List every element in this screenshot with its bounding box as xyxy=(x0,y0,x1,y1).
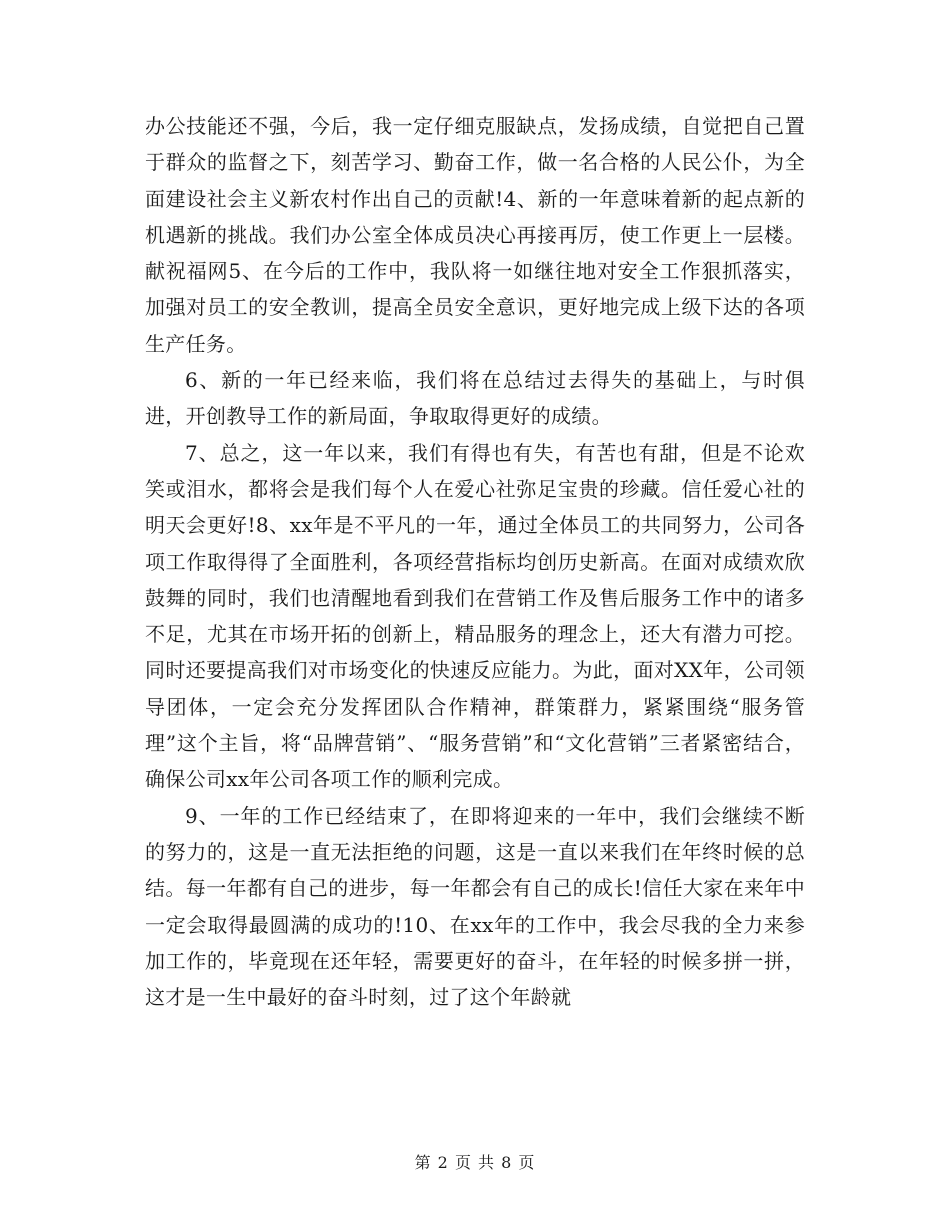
paragraph-3: 7、总之，这一年以来，我们有得也有失，有苦也有甜，但是不论欢笑或泪水，都将会是我们每个人在爱心社弥足宝贵的珍藏。信任爱心社的明天会更好!8、xx年是不平凡的一年，通过全体员工的共同努力，公司各项工作取得得了全面胜利，各项经营指标均创历史新高。在面对成绩欢欣鼓舞的同时，我们也清醒地看到我们在营销工作及售后服务工作中的诸多不足，尤其在市场开拓的创新上，精品服务的理念上，还大有潜力可挖。同时还要提高我们对市场变化的快速反应能力。为此，面对XX年，公司领导团体，一定会充分发挥团队合作精神，群策群力，紧紧围绕“服务管理”这个主旨，将“品牌营销”、“服务营销”和“文化营销”三者紧密结合，确保公司xx年公司各项工作的顺利完成。 xyxy=(145,440,805,792)
paragraph-1: 办公技能还不强，今后，我一定仔细克服缺点，发扬成绩，自觉把自己置于群众的监督之下，刻苦学习、勤奋工作，做一名合格的人民公仆，为全面建设社会主义新农村作出自己的贡献!4、新的一年意味着新的起点新的机遇新的挑战。我们办公室全体成员决心再接再厉，使工作更上一层楼。 献祝福网5、在今后的工作中，我队将一如继往地对安全工作狠抓落实，加强对员工的安全教训，提高全员安全意识，更好地完成上级下达的各项生产任务。 xyxy=(145,114,805,356)
paragraph-2: 6、新的一年已经来临，我们将在总结过去得失的基础上，与时俱进，开创教导工作的新局面，争取取得更好的成绩。 xyxy=(145,368,805,429)
paragraph-4: 9、一年的工作已经结束了，在即将迎来的一年中，我们会继续不断的努力的，这是一直无法拒绝的问题，这是一直以来我们在年终时候的总结。每一年都有自己的进步，每一年都会有自己的成长!信任大家在来年中一定会取得最圆满的成功的!10、在xx年的工作中，我会尽我的全力来参加工作的，毕竟现在还年轻，需要更好的奋斗，在年轻的时候多拼一拼，这才是一生中最好的奋斗时刻，过了这个年龄就 xyxy=(145,803,805,1010)
page-number-footer: 第 2 页 共 8 页 xyxy=(414,1153,536,1172)
body-text xyxy=(145,108,805,1015)
